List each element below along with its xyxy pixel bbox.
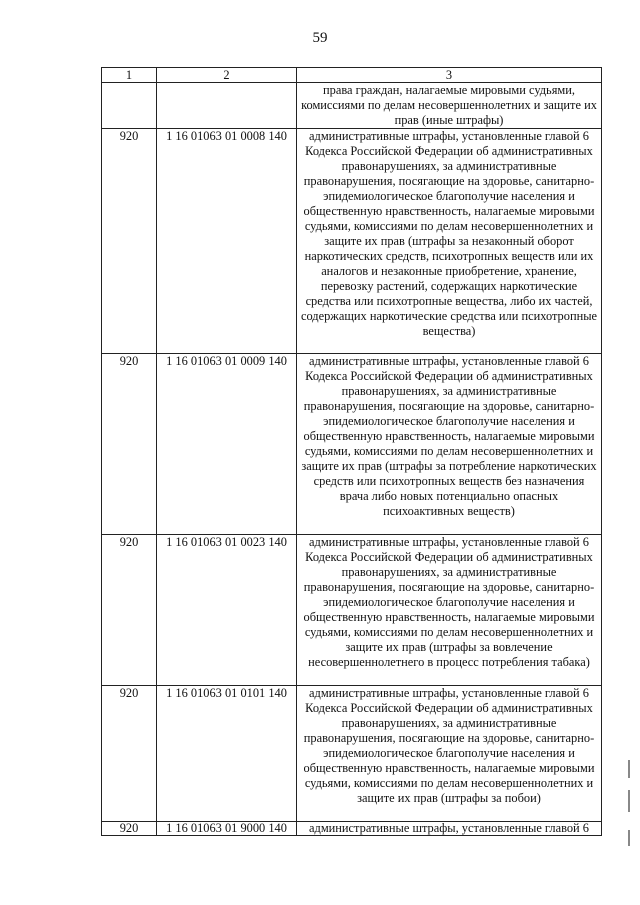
budget-code-cell: 1 16 01063 01 0101 140 — [157, 686, 297, 822]
table-row — [102, 354, 602, 535]
scan-edge-mark — [628, 760, 630, 778]
admin-code-cell: 920 — [102, 354, 157, 535]
admin-code-cell — [102, 83, 157, 129]
table-row — [102, 83, 602, 129]
description-cell: административные штрафы, установленные главой 6 Кодекса Российской Федерации об административных правонарушениях, за административные правонарушения, посягающие на здоровье, санитарно-эпидемиологическое благополучие населения и общественную нравственность, налагаемые мировыми судьями, комиссиями по делам несовершеннолетних и защите их прав (штрафы за побои) — [297, 686, 602, 822]
budget-code-cell: 1 16 01063 01 0009 140 — [157, 354, 297, 535]
budget-classification-table — [101, 67, 602, 836]
column-header-3: 3 — [297, 68, 602, 83]
table-row — [102, 686, 602, 822]
scan-edge-mark — [628, 830, 630, 846]
budget-code-cell — [157, 83, 297, 129]
table-header-row — [102, 68, 602, 83]
table-row — [102, 129, 602, 354]
column-header-1: 1 — [102, 68, 157, 83]
description-cell: административные штрафы, установленные главой 6 Кодекса Российской Федерации об административных правонарушениях, за административные правонарушения, посягающие на здоровье, санитарно-эпидемиологическое благополучие населения и общественную нравственность, налагаемые мировыми судьями, комиссиями по делам несовершеннолетних и защите их прав (штрафы за вовлечение несовершеннолетнего в процесс потребления табака) — [297, 535, 602, 686]
description-cell: права граждан, налагаемые мировыми судьями, комиссиями по делам несовершеннолетних и защите их прав (иные штрафы) — [297, 83, 602, 129]
admin-code-cell: 920 — [102, 535, 157, 686]
budget-code-cell: 1 16 01063 01 9000 140 — [157, 822, 297, 836]
description-cell: административные штрафы, установленные главой 6 — [297, 822, 602, 836]
budget-code-cell: 1 16 01063 01 0023 140 — [157, 535, 297, 686]
column-header-2: 2 — [157, 68, 297, 83]
table-row — [102, 535, 602, 686]
budget-code-cell: 1 16 01063 01 0008 140 — [157, 129, 297, 354]
scan-edge-mark — [628, 790, 630, 812]
admin-code-cell: 920 — [102, 822, 157, 836]
admin-code-cell: 920 — [102, 129, 157, 354]
admin-code-cell: 920 — [102, 686, 157, 822]
page-number: 59 — [312, 30, 328, 46]
description-cell: административные штрафы, установленные главой 6 Кодекса Российской Федерации об административных правонарушениях, за административные правонарушения, посягающие на здоровье, санитарно-эпидемиологическое благополучие населения и общественную нравственность, налагаемые мировыми судьями, комиссиями по делам несовершеннолетних и защите их прав (штрафы за потребление наркотических средств или психотропных веществ без назначения врача либо новых потенциально опасных психоактивных веществ) — [297, 354, 602, 535]
table-row — [102, 822, 602, 836]
description-cell: административные штрафы, установленные главой 6 Кодекса Российской Федерации об административных правонарушениях, за административные правонарушения, посягающие на здоровье, санитарно-эпидемиологическое благополучие населения и общественную нравственность, налагаемые мировыми судьями, комиссиями по делам несовершеннолетних и защите их прав (штрафы за незаконный оборот наркотических средств, психотропных веществ или их аналогов и незаконные приобретение, хранение, перевозку растений, содержащих наркотические средства или психотропные вещества, либо их частей, содержащих наркотические средства или психотропные вещества) — [297, 129, 602, 354]
